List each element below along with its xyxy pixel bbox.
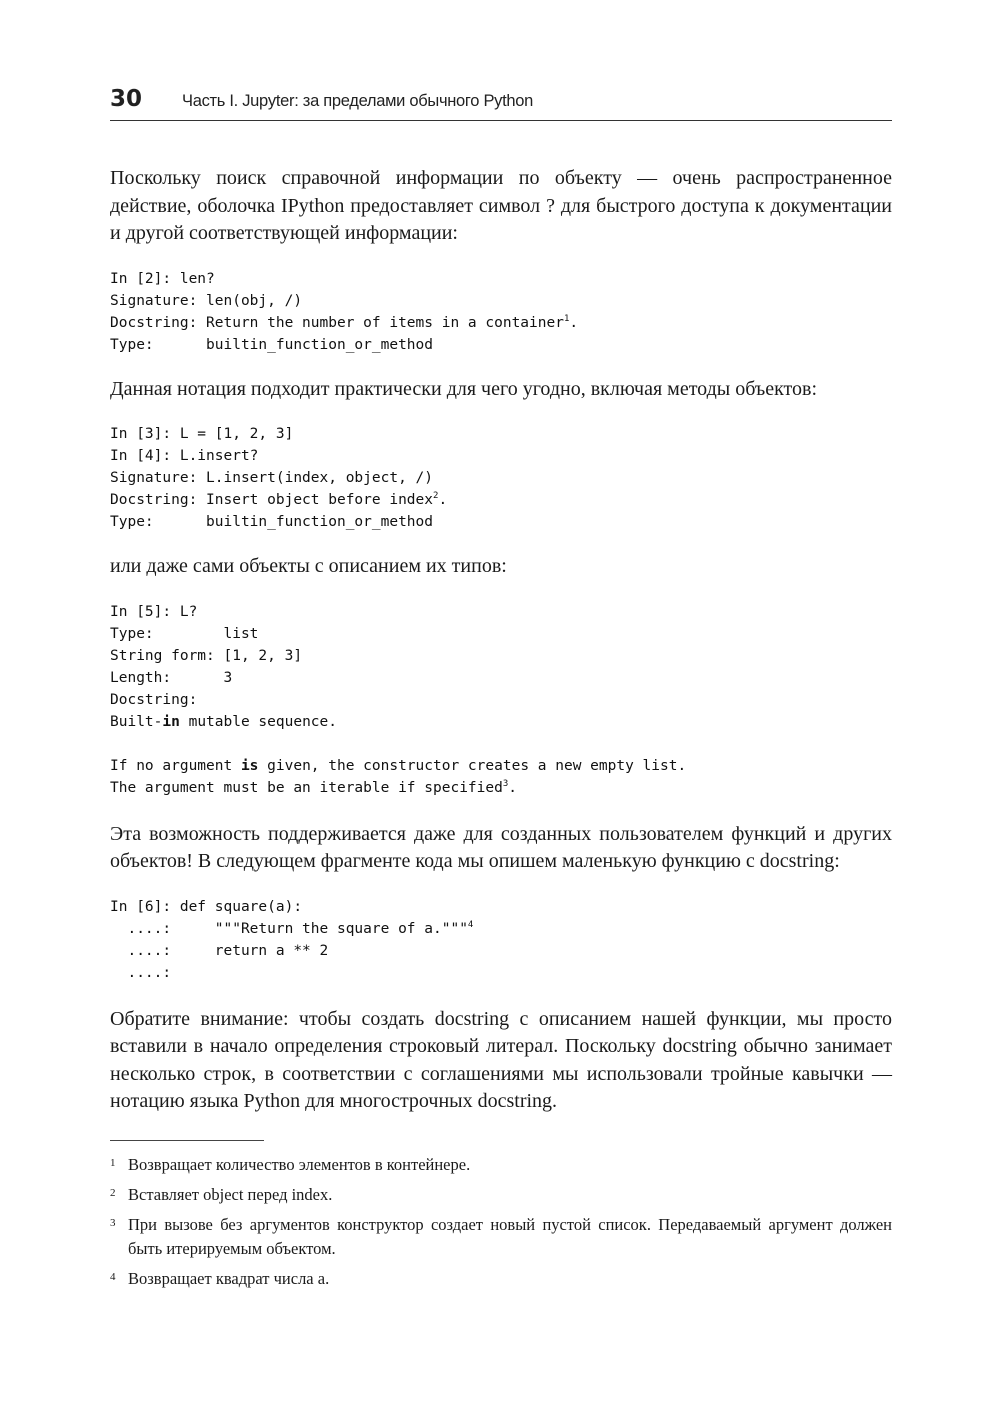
code-line: Type: builtin_function_or_method bbox=[110, 514, 434, 530]
code-block-list bbox=[110, 601, 892, 799]
code-line: Signature: L.insert(index, object, /) bbox=[110, 470, 434, 486]
running-title: Часть I. Jupyter: за пределами обычного Python bbox=[182, 92, 534, 110]
footnote-ref: 4 bbox=[467, 919, 474, 930]
code-line: ....: bbox=[110, 964, 172, 981]
code-line: In [6]: def square(a): bbox=[110, 898, 303, 915]
paragraph-objects: или даже сами объекты с описанием их типов: bbox=[110, 555, 507, 577]
code-line: Length: 3 bbox=[110, 669, 233, 686]
code-line: Docstring: bbox=[110, 691, 198, 708]
paragraph-intro: Поскольку поиск справочной информации по объекту — очень распространенное действие, оболочка IPython предоставляет символ ? для быстрого доступа к документации и другой соответствующей информации: bbox=[110, 167, 892, 244]
code-line: Docstring: Insert object before index$^2$. bbox=[110, 491, 448, 508]
footnote-ref: 2 bbox=[433, 491, 439, 502]
code-line: Type: list bbox=[110, 625, 259, 642]
footnote-text: Вставляет object перед index. bbox=[128, 1184, 333, 1204]
paragraph-user-functions: Эта возможность поддерживается даже для созданных пользователем функций и других объектов! В следующем фрагменте кода мы опишем маленькую функцию с docstring: bbox=[110, 822, 892, 872]
page-header bbox=[110, 86, 892, 121]
code-line: If no argument is given, the constructor creates a new empty list. bbox=[110, 757, 687, 774]
book-page bbox=[110, 86, 892, 1291]
footnote bbox=[110, 1183, 892, 1207]
footnote-ref: 1 bbox=[563, 313, 570, 324]
footnote-ref: 3 bbox=[502, 778, 509, 789]
footnote-mark: 1 bbox=[110, 1156, 116, 1169]
footnote-text: Возвращает квадрат числа a. bbox=[128, 1268, 330, 1288]
code-line: String form: [1, 2, 3] bbox=[110, 647, 303, 664]
footnotes bbox=[110, 1153, 892, 1291]
footnote-text: При вызове без аргументов конструктор создает новый пустой список. Передаваемый аргумент должен быть итерируемым объектом. bbox=[128, 1214, 892, 1258]
code-line: ....: """Return the square of a."""$^4$ bbox=[110, 919, 474, 937]
code-blank-line bbox=[110, 733, 892, 755]
footnote bbox=[110, 1267, 892, 1291]
code-line: In [4]: L.insert? bbox=[110, 448, 259, 464]
footnote bbox=[110, 1153, 892, 1177]
code-line: The argument must be an iterable if specified$^3$. bbox=[110, 778, 517, 796]
footnote-mark: 4 bbox=[110, 1270, 116, 1283]
code-line: Built-in mutable sequence. bbox=[110, 713, 337, 730]
code-line: Type: builtin_function_or_method bbox=[110, 336, 434, 353]
code-line: ....: return a ** 2 bbox=[110, 942, 329, 959]
footnote-mark: 3 bbox=[110, 1216, 116, 1229]
code-line: Docstring: Return the number of items in a container$^1$. bbox=[110, 313, 579, 331]
paragraph-docstring-note: Обратите внимание: чтобы создать docstring с описанием нашей функции, мы просто вставили в начало определения строковый литерал. Поскольку docstring обычно занимает несколько строк, в соответствии с соглашениями мы использовали тройные кавычки — нотацию языка Python для многострочных docstring. bbox=[110, 1007, 892, 1112]
footnote-mark: 2 bbox=[110, 1186, 116, 1199]
footnote-divider bbox=[110, 1140, 264, 1141]
footnote-text: Возвращает количество элементов в контейнере. bbox=[128, 1154, 471, 1174]
code-line: In [3]: L = [1, 2, 3] bbox=[110, 426, 294, 442]
code-line: In [2]: len? bbox=[110, 270, 215, 287]
code-block-len bbox=[110, 268, 892, 356]
code-block-square bbox=[110, 896, 892, 984]
code-line: Signature: len(obj, /) bbox=[110, 292, 303, 309]
footnote bbox=[110, 1213, 892, 1261]
code-line: In [5]: L? bbox=[110, 603, 198, 620]
page-number: 30 bbox=[110, 86, 143, 112]
paragraph-methods: Данная нотация подходит практически для чего угодно, включая методы объектов: bbox=[110, 377, 818, 400]
code-block-insert bbox=[110, 423, 892, 533]
